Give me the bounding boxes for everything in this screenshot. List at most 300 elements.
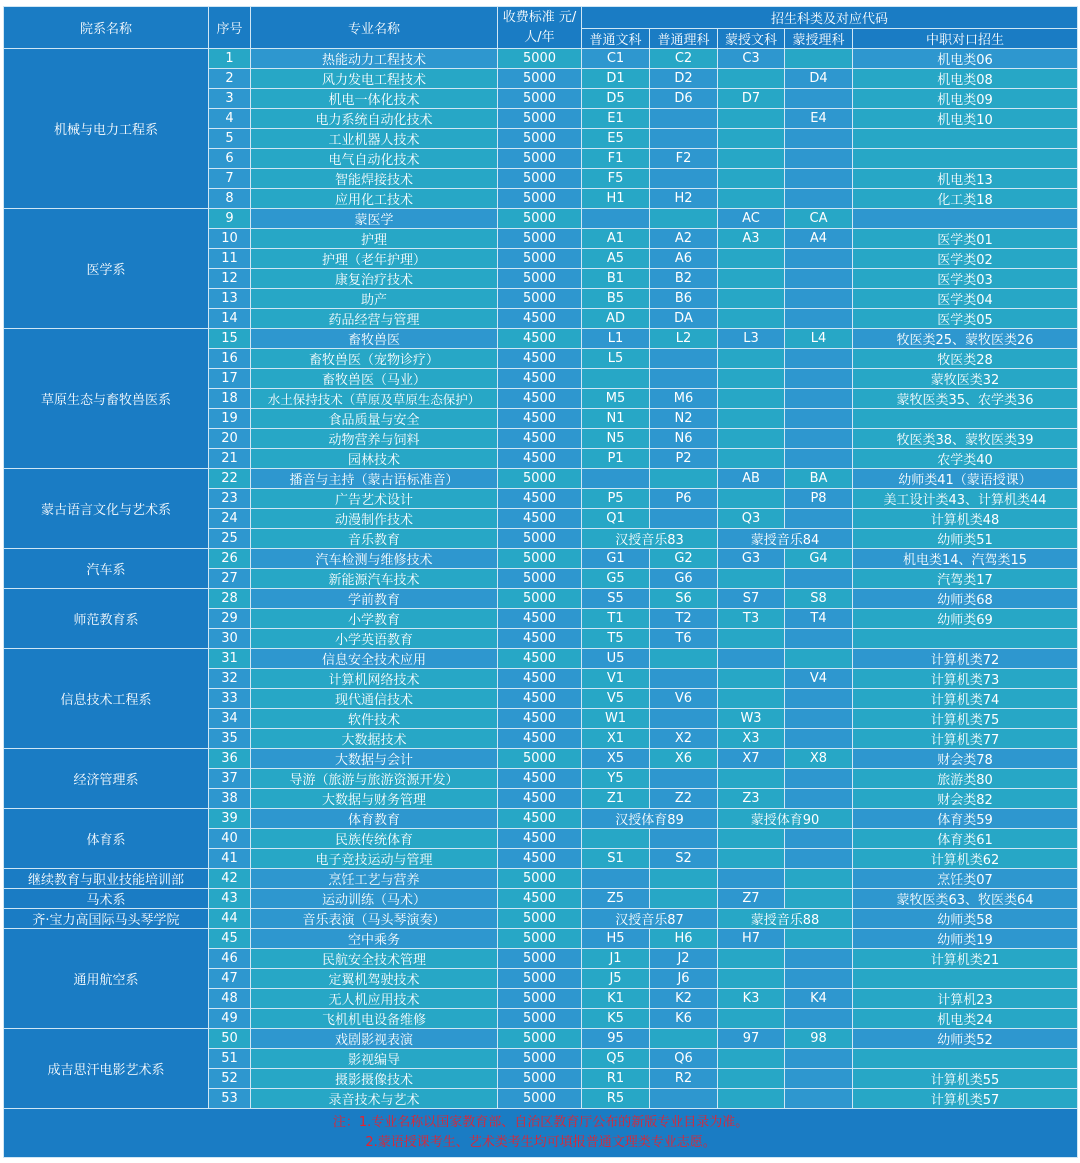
table-row [4, 49, 1078, 69]
code-cell [785, 309, 853, 329]
code-cell: S1 [582, 849, 650, 869]
voc-cell: 机电类08 [853, 69, 1078, 89]
table-row [4, 889, 1078, 909]
major-cell: 蒙医学 [251, 209, 498, 229]
voc-cell [853, 209, 1078, 229]
fee-cell: 5000 [498, 149, 582, 169]
dept-name: 信息技术工程系 [4, 649, 209, 749]
code-cell: R5 [582, 1089, 650, 1109]
fee-cell: 5000 [498, 269, 582, 289]
code-cell: DA [650, 309, 718, 329]
voc-cell: 美工设计类43、计算机类44 [853, 489, 1078, 509]
fee-cell: 5000 [498, 89, 582, 109]
major-cell: 小学教育 [251, 609, 498, 629]
code-span-cell: 汉授音乐87 [582, 909, 718, 929]
code-cell: N2 [650, 409, 718, 429]
table-row [4, 589, 1078, 609]
code-cell: V4 [785, 669, 853, 689]
fee-cell: 4500 [498, 349, 582, 369]
code-cell [785, 829, 853, 849]
code-cell [785, 169, 853, 189]
code-cell: K5 [582, 1009, 650, 1029]
major-cell: 现代通信技术 [251, 689, 498, 709]
seq-cell: 33 [209, 689, 251, 709]
major-cell: 动物营养与饲料 [251, 429, 498, 449]
code-cell [785, 389, 853, 409]
fee-cell: 5000 [498, 1049, 582, 1069]
voc-cell: 体育类61 [853, 829, 1078, 849]
fee-cell: 5000 [498, 229, 582, 249]
seq-cell: 37 [209, 769, 251, 789]
code-cell: H7 [718, 929, 785, 949]
voc-cell [853, 149, 1078, 169]
code-cell: L2 [650, 329, 718, 349]
code-cell [650, 649, 718, 669]
seq-cell: 5 [209, 129, 251, 149]
code-cell [650, 829, 718, 849]
code-cell [582, 469, 650, 489]
dept-name: 机械与电力工程系 [4, 49, 209, 209]
code-cell: X3 [718, 729, 785, 749]
code-cell [785, 649, 853, 669]
voc-cell: 幼师类68 [853, 589, 1078, 609]
code-cell: M5 [582, 389, 650, 409]
code-cell [650, 1089, 718, 1109]
code-cell: G4 [785, 549, 853, 569]
table-row [4, 749, 1078, 769]
code-cell: B1 [582, 269, 650, 289]
code-cell [718, 349, 785, 369]
code-cell: K3 [718, 989, 785, 1009]
voc-cell: 牧医类25、蒙牧医类26 [853, 329, 1078, 349]
major-cell: 音乐表演（马头琴演奏） [251, 909, 498, 929]
code-cell [718, 689, 785, 709]
code-span-cell: 蒙授音乐88 [718, 909, 853, 929]
fee-cell: 4500 [498, 329, 582, 349]
code-cell [650, 369, 718, 389]
major-cell: 音乐教育 [251, 529, 498, 549]
major-cell: 汽车检测与维修技术 [251, 549, 498, 569]
fee-cell: 5000 [498, 569, 582, 589]
table-row [4, 929, 1078, 949]
code-cell: E1 [582, 109, 650, 129]
fee-cell: 5000 [498, 249, 582, 269]
code-cell [785, 709, 853, 729]
header-subcol: 蒙授文科 [718, 29, 785, 49]
code-cell: C1 [582, 49, 650, 69]
major-cell: 飞机机电设备维修 [251, 1009, 498, 1029]
code-cell: H2 [650, 189, 718, 209]
code-cell: N1 [582, 409, 650, 429]
voc-cell: 旅游类80 [853, 769, 1078, 789]
code-cell: D2 [650, 69, 718, 89]
seq-cell: 13 [209, 289, 251, 309]
code-cell [718, 1049, 785, 1069]
seq-cell: 25 [209, 529, 251, 549]
code-cell [718, 269, 785, 289]
code-cell: D6 [650, 89, 718, 109]
code-cell: V5 [582, 689, 650, 709]
dept-name: 草原生态与畜牧兽医系 [4, 329, 209, 469]
voc-cell: 计算机类72 [853, 649, 1078, 669]
header-seq: 序号 [209, 7, 251, 49]
seq-cell: 42 [209, 869, 251, 889]
fee-cell: 5000 [498, 1029, 582, 1049]
voc-cell: 烹饪类07 [853, 869, 1078, 889]
code-cell: V1 [582, 669, 650, 689]
code-cell [650, 889, 718, 909]
seq-cell: 21 [209, 449, 251, 469]
seq-cell: 46 [209, 949, 251, 969]
code-cell: L4 [785, 329, 853, 349]
major-cell: 民族传统体育 [251, 829, 498, 849]
fee-cell: 5000 [498, 109, 582, 129]
major-cell: 畜牧兽医（马业） [251, 369, 498, 389]
code-cell: R2 [650, 1069, 718, 1089]
dept-name: 经济管理系 [4, 749, 209, 809]
code-cell: K6 [650, 1009, 718, 1029]
fee-cell: 5000 [498, 169, 582, 189]
code-cell [718, 389, 785, 409]
code-cell: Q5 [582, 1049, 650, 1069]
dept-name: 师范教育系 [4, 589, 209, 649]
major-cell: 戏剧影视表演 [251, 1029, 498, 1049]
voc-cell: 医学类02 [853, 249, 1078, 269]
code-cell [785, 969, 853, 989]
code-cell: BA [785, 469, 853, 489]
seq-cell: 44 [209, 909, 251, 929]
fee-cell: 5000 [498, 749, 582, 769]
code-cell [718, 69, 785, 89]
voc-cell: 机电类24 [853, 1009, 1078, 1029]
table-row [4, 549, 1078, 569]
code-cell: A1 [582, 229, 650, 249]
table-row [4, 469, 1078, 489]
major-cell: 烹饪工艺与营养 [251, 869, 498, 889]
code-cell: G6 [650, 569, 718, 589]
seq-cell: 12 [209, 269, 251, 289]
voc-cell: 化工类18 [853, 189, 1078, 209]
fee-cell: 4500 [498, 649, 582, 669]
code-cell [785, 189, 853, 209]
major-cell: 食品质量与安全 [251, 409, 498, 429]
table-body [4, 49, 1078, 1109]
seq-cell: 49 [209, 1009, 251, 1029]
seq-cell: 53 [209, 1089, 251, 1109]
code-cell: S7 [718, 589, 785, 609]
header-subcol: 普通理科 [650, 29, 718, 49]
code-cell [718, 1089, 785, 1109]
code-cell: P2 [650, 449, 718, 469]
major-cell: 广告艺术设计 [251, 489, 498, 509]
code-cell [785, 369, 853, 389]
voc-cell: 蒙牧医类63、牧医类64 [853, 889, 1078, 909]
seq-cell: 4 [209, 109, 251, 129]
code-cell [718, 1069, 785, 1089]
code-cell: P5 [582, 489, 650, 509]
fee-cell: 5000 [498, 549, 582, 569]
voc-cell [853, 1049, 1078, 1069]
major-cell: 体育教育 [251, 809, 498, 829]
code-cell: K2 [650, 989, 718, 1009]
code-cell: X8 [785, 749, 853, 769]
fee-cell: 4500 [498, 449, 582, 469]
table-row [4, 209, 1078, 229]
code-cell [785, 729, 853, 749]
voc-cell: 牧医类38、蒙牧医类39 [853, 429, 1078, 449]
code-cell: S8 [785, 589, 853, 609]
seq-cell: 3 [209, 89, 251, 109]
fee-cell: 5000 [498, 189, 582, 209]
code-cell: J2 [650, 949, 718, 969]
code-cell [718, 829, 785, 849]
code-cell [718, 969, 785, 989]
seq-cell: 35 [209, 729, 251, 749]
code-cell [785, 429, 853, 449]
code-cell: F1 [582, 149, 650, 169]
code-cell: T2 [650, 609, 718, 629]
major-cell: 空中乘务 [251, 929, 498, 949]
major-cell: 康复治疗技术 [251, 269, 498, 289]
code-cell: C3 [718, 49, 785, 69]
fee-cell: 4500 [498, 669, 582, 689]
code-cell: G3 [718, 549, 785, 569]
code-cell [650, 129, 718, 149]
code-span-cell: 蒙授音乐84 [718, 529, 853, 549]
code-cell: X1 [582, 729, 650, 749]
seq-cell: 7 [209, 169, 251, 189]
major-cell: 录音技术与艺术 [251, 1089, 498, 1109]
code-cell [650, 769, 718, 789]
code-cell [785, 49, 853, 69]
code-cell [650, 869, 718, 889]
major-cell: 应用化工技术 [251, 189, 498, 209]
code-cell [582, 869, 650, 889]
code-cell [785, 689, 853, 709]
major-cell: 软件技术 [251, 709, 498, 729]
voc-cell: 幼师类19 [853, 929, 1078, 949]
fee-cell: 4500 [498, 509, 582, 529]
dept-name: 成吉思汗电影艺术系 [4, 1029, 209, 1109]
code-cell: AB [718, 469, 785, 489]
seq-cell: 32 [209, 669, 251, 689]
code-cell [785, 1069, 853, 1089]
voc-cell: 幼师类41（蒙语授课） [853, 469, 1078, 489]
seq-cell: 28 [209, 589, 251, 609]
voc-cell: 计算机类73 [853, 669, 1078, 689]
fee-cell: 5000 [498, 589, 582, 609]
seq-cell: 14 [209, 309, 251, 329]
code-cell [718, 189, 785, 209]
code-cell: T1 [582, 609, 650, 629]
code-cell: Q6 [650, 1049, 718, 1069]
fee-cell: 5000 [498, 209, 582, 229]
seq-cell: 34 [209, 709, 251, 729]
code-cell [718, 489, 785, 509]
code-cell: S2 [650, 849, 718, 869]
voc-cell: 计算机类62 [853, 849, 1078, 869]
code-cell: A2 [650, 229, 718, 249]
code-cell: N5 [582, 429, 650, 449]
code-cell: P1 [582, 449, 650, 469]
code-cell: K4 [785, 989, 853, 1009]
fee-cell: 4500 [498, 369, 582, 389]
code-cell [785, 89, 853, 109]
seq-cell: 9 [209, 209, 251, 229]
code-cell: J6 [650, 969, 718, 989]
dept-name: 汽车系 [4, 549, 209, 589]
code-cell: W3 [718, 709, 785, 729]
voc-cell [853, 969, 1078, 989]
voc-cell: 机电类09 [853, 89, 1078, 109]
table-row [4, 649, 1078, 669]
code-cell: X7 [718, 749, 785, 769]
voc-cell: 机电类10 [853, 109, 1078, 129]
major-cell: 摄影摄像技术 [251, 1069, 498, 1089]
seq-cell: 45 [209, 929, 251, 949]
code-cell: P8 [785, 489, 853, 509]
fee-cell: 5000 [498, 929, 582, 949]
code-cell [718, 309, 785, 329]
code-cell: T3 [718, 609, 785, 629]
header-dept: 院系名称 [4, 7, 209, 49]
code-cell [785, 129, 853, 149]
code-span-cell: 汉授音乐83 [582, 529, 718, 549]
seq-cell: 23 [209, 489, 251, 509]
code-cell [650, 709, 718, 729]
code-cell: CA [785, 209, 853, 229]
major-cell: 播音与主持（蒙古语标准音） [251, 469, 498, 489]
table-row [4, 809, 1078, 829]
code-cell: F5 [582, 169, 650, 189]
code-cell [785, 1009, 853, 1029]
code-cell: F2 [650, 149, 718, 169]
voc-cell: 幼师类51 [853, 529, 1078, 549]
seq-cell: 19 [209, 409, 251, 429]
code-cell: E4 [785, 109, 853, 129]
major-cell: 影视编导 [251, 1049, 498, 1069]
voc-cell: 机电类06 [853, 49, 1078, 69]
code-cell [650, 349, 718, 369]
seq-cell: 40 [209, 829, 251, 849]
code-cell [718, 949, 785, 969]
seq-cell: 48 [209, 989, 251, 1009]
voc-cell: 体育类59 [853, 809, 1078, 829]
code-cell [650, 209, 718, 229]
seq-cell: 41 [209, 849, 251, 869]
code-cell: Q3 [718, 509, 785, 529]
table-row [4, 329, 1078, 349]
code-cell: Q1 [582, 509, 650, 529]
code-cell: M6 [650, 389, 718, 409]
fee-cell: 4500 [498, 849, 582, 869]
fee-cell: 5000 [498, 529, 582, 549]
code-cell [650, 509, 718, 529]
fee-cell: 5000 [498, 49, 582, 69]
code-cell: B6 [650, 289, 718, 309]
fee-cell: 4500 [498, 829, 582, 849]
voc-cell: 计算机类57 [853, 1089, 1078, 1109]
code-cell: 95 [582, 1029, 650, 1049]
seq-cell: 22 [209, 469, 251, 489]
major-cell: 智能焊接技术 [251, 169, 498, 189]
code-cell: X5 [582, 749, 650, 769]
fee-cell: 4500 [498, 789, 582, 809]
major-cell: 园林技术 [251, 449, 498, 469]
voc-cell: 幼师类58 [853, 909, 1078, 929]
seq-cell: 26 [209, 549, 251, 569]
major-cell: 信息安全技术应用 [251, 649, 498, 669]
fee-cell: 4500 [498, 609, 582, 629]
major-cell: 工业机器人技术 [251, 129, 498, 149]
fee-cell: 4500 [498, 309, 582, 329]
code-cell: AC [718, 209, 785, 229]
code-cell: S6 [650, 589, 718, 609]
major-cell: 小学英语教育 [251, 629, 498, 649]
code-cell: A6 [650, 249, 718, 269]
code-cell [785, 509, 853, 529]
code-cell: B2 [650, 269, 718, 289]
code-cell: X6 [650, 749, 718, 769]
fee-cell: 4500 [498, 409, 582, 429]
code-cell: A5 [582, 249, 650, 269]
major-cell: 护理（老年护理） [251, 249, 498, 269]
code-cell [718, 429, 785, 449]
code-cell: A3 [718, 229, 785, 249]
major-cell: 电气自动化技术 [251, 149, 498, 169]
code-cell [785, 849, 853, 869]
code-cell: B5 [582, 289, 650, 309]
seq-cell: 31 [209, 649, 251, 669]
fee-cell: 4500 [498, 729, 582, 749]
seq-cell: 20 [209, 429, 251, 449]
voc-cell: 财会类78 [853, 749, 1078, 769]
code-cell: D7 [718, 89, 785, 109]
major-cell: 定翼机驾驶技术 [251, 969, 498, 989]
code-cell: 98 [785, 1029, 853, 1049]
seq-cell: 2 [209, 69, 251, 89]
footnote-line-2: 2.蒙语授课考生、艺术类考生均可填报普通文理类专业志愿。 [365, 1135, 716, 1150]
code-cell [785, 409, 853, 429]
code-cell [718, 409, 785, 429]
code-cell: E5 [582, 129, 650, 149]
code-cell: Z1 [582, 789, 650, 809]
code-cell [785, 769, 853, 789]
code-cell: H6 [650, 929, 718, 949]
code-cell: AD [582, 309, 650, 329]
code-cell [718, 169, 785, 189]
voc-cell: 机电类14、汽驾类15 [853, 549, 1078, 569]
code-cell [650, 169, 718, 189]
major-cell: 风力发电工程技术 [251, 69, 498, 89]
code-cell: L1 [582, 329, 650, 349]
code-cell: R1 [582, 1069, 650, 1089]
code-cell [718, 129, 785, 149]
code-cell [582, 829, 650, 849]
code-cell: T4 [785, 609, 853, 629]
voc-cell: 计算机类55 [853, 1069, 1078, 1089]
code-cell [718, 649, 785, 669]
fee-cell: 4500 [498, 629, 582, 649]
seq-cell: 15 [209, 329, 251, 349]
footnote-line-1: 注：1.专业名称以国家教育部、自治区教育厅公布的新版专业目录为准。 [332, 1115, 749, 1130]
code-cell [718, 149, 785, 169]
dept-name: 马术系 [4, 889, 209, 909]
code-cell: L3 [718, 329, 785, 349]
code-cell: N6 [650, 429, 718, 449]
header-fee: 收费标准 元/人/年 [498, 7, 582, 49]
voc-cell: 医学类05 [853, 309, 1078, 329]
